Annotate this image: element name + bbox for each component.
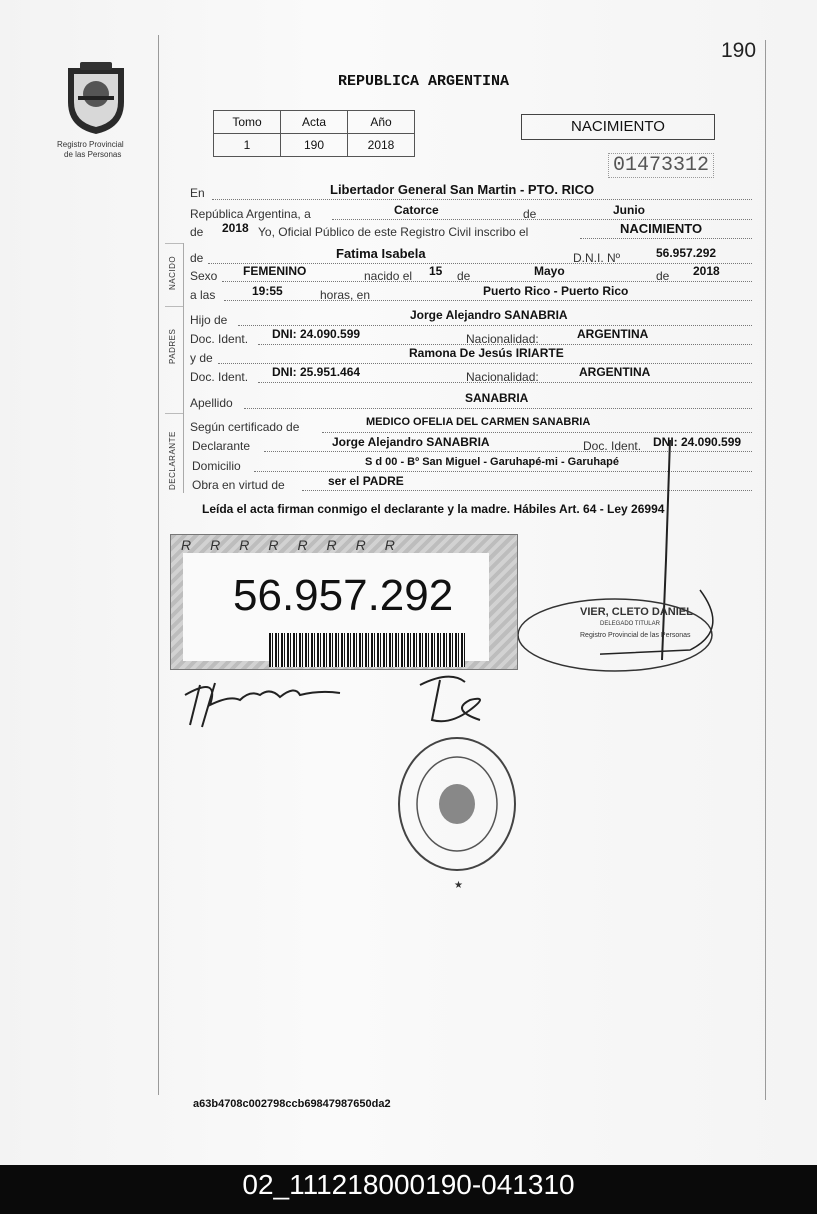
label-dni: D.N.I. Nº [573, 251, 621, 265]
page-title: REPUBLICA ARGENTINA [338, 73, 510, 90]
fill-line [212, 199, 752, 200]
value-sexo: FEMENINO [243, 264, 307, 278]
footer-id: 02_111218000190-041310 [242, 1169, 575, 1200]
value-tipo: NACIMIENTO [620, 221, 703, 236]
label-de-3: de [457, 269, 471, 283]
fill-line [322, 432, 752, 433]
value-dni: 56.957.292 [656, 246, 717, 260]
label-yo: Yo, Oficial Público de este Registro Civil inscribo el [258, 225, 529, 239]
official-stamp-line3: Registro Provincial de las Personas [580, 632, 691, 639]
value-mes-nacimiento: Mayo [534, 264, 565, 278]
label-hijo-de: Hijo de [190, 313, 228, 327]
label-nacionalidad-padre: Nacionalidad: [466, 332, 539, 346]
fill-line [244, 408, 752, 409]
value-lugar: Libertador General San Martin - PTO. RICO [330, 182, 595, 197]
registry-seal-icon [392, 732, 522, 892]
value-lugar-nacimiento: Puerto Rico - Puerto Rico [483, 284, 629, 298]
value-declarante: Jorge Alejandro SANABRIA [332, 435, 490, 449]
sticker-letters: RRRRRRRR [181, 537, 414, 553]
label-y-de: y de [190, 351, 213, 365]
side-label-nacido: NACIDO [168, 255, 177, 290]
value-padre-nacionalidad: ARGENTINA [577, 327, 649, 341]
label-sexo: Sexo [190, 269, 218, 283]
serial-number: 01473312 [608, 153, 714, 178]
footer-id-bar [0, 1165, 817, 1214]
label-a-las: a las [190, 288, 216, 302]
value-certificado: MEDICO OFELIA DEL CARMEN SANABRIA [366, 416, 591, 428]
table-value-acta: 190 [281, 134, 348, 157]
sticker-dni-number: 56.957.292 [233, 571, 454, 620]
label-horas-en: horas, en [320, 288, 371, 302]
label-de-2: de [190, 225, 204, 239]
closing-text: Leída el acta firman conmigo el declarante y la madre. Hábiles Art. 64 - Ley 26994 [202, 502, 665, 516]
label-obra: Obra en virtud de [192, 478, 285, 492]
table-header-tomo: Tomo [214, 111, 281, 134]
label-doc-ident-padre: Doc. Ident. [190, 332, 249, 346]
label-de-1: de [523, 207, 537, 221]
logo-caption-line1: Registro Provincial [57, 140, 124, 149]
logo-caption-line2: de las Personas [64, 150, 122, 159]
left-margin-line [158, 35, 159, 1095]
value-dia-nacimiento: 15 [429, 264, 443, 278]
value-domicilio: S d 00 - Bº San Miguel - Garuhapé-mi - Garuhapé [365, 456, 620, 468]
fill-line [224, 300, 752, 301]
value-declarante-dni: DNI: 24.090.599 [653, 435, 742, 449]
label-doc-ident-declarante: Doc. Ident. [583, 439, 642, 453]
dni-sticker [170, 534, 518, 670]
fill-line [222, 281, 752, 282]
table-header-anio: Año [348, 111, 415, 134]
label-declarante: Declarante [192, 439, 251, 453]
value-padre-dni: DNI: 24.090.599 [272, 327, 361, 341]
section-divider [165, 306, 183, 307]
value-nombre: Fatima Isabela [336, 246, 426, 261]
label-en: En [190, 186, 205, 200]
side-label-padres: PADRES [168, 328, 177, 364]
fill-line [332, 219, 752, 220]
fill-line [238, 325, 752, 326]
official-stamp-line2: DELEGADO TITULAR [600, 621, 660, 627]
value-madre-dni: DNI: 25.951.464 [272, 365, 361, 379]
side-label-declarante: DECLARANTE [168, 431, 177, 490]
record-table [213, 110, 415, 157]
label-de-nombre: de [190, 251, 204, 265]
section-divider [165, 413, 183, 414]
value-hora: 19:55 [252, 284, 283, 298]
value-dia-registro: Catorce [394, 203, 439, 217]
label-apellido: Apellido [190, 396, 233, 410]
svg-text:★: ★ [454, 880, 463, 891]
label-nacido-el: nacido el [364, 269, 413, 283]
value-madre-nacionalidad: ARGENTINA [579, 365, 651, 379]
label-segun: Según certificado de [190, 420, 300, 434]
label-doc-ident-madre: Doc. Ident. [190, 370, 249, 384]
handwritten-signature-left [180, 665, 360, 735]
section-bracket [183, 243, 184, 493]
document-hash: a63b4708c002798ccb69847987650da2 [193, 1098, 391, 1110]
label-de-4: de [656, 269, 670, 283]
act-type-box: NACIMIENTO [521, 114, 715, 140]
page-number: 190 [721, 39, 757, 62]
value-padre: Jorge Alejandro SANABRIA [410, 308, 568, 322]
label-nacionalidad-madre: Nacionalidad: [466, 370, 539, 384]
right-margin-line [765, 40, 766, 1100]
value-anio-nacimiento: 2018 [693, 264, 720, 278]
handwritten-signature-right [410, 670, 500, 730]
value-anio-registro: 2018 [222, 221, 249, 235]
section-divider [165, 243, 183, 244]
table-value-anio: 2018 [348, 134, 415, 157]
fill-line [218, 363, 752, 364]
fill-line [580, 238, 752, 239]
province-logo-icon [60, 58, 132, 136]
table-value-tomo: 1 [214, 134, 281, 157]
barcode-icon [269, 633, 465, 667]
official-stamp-line1: VIER, CLETO DANIEL [580, 606, 693, 618]
label-domicilio: Domicilio [192, 459, 241, 473]
label-republica: República Argentina, a [190, 207, 311, 221]
value-madre: Ramona De Jesús IRIARTE [409, 346, 564, 360]
table-header-acta: Acta [281, 111, 348, 134]
value-mes-registro: Junio [613, 203, 645, 217]
value-apellido: SANABRIA [465, 391, 529, 405]
value-obra: ser el PADRE [328, 474, 404, 488]
